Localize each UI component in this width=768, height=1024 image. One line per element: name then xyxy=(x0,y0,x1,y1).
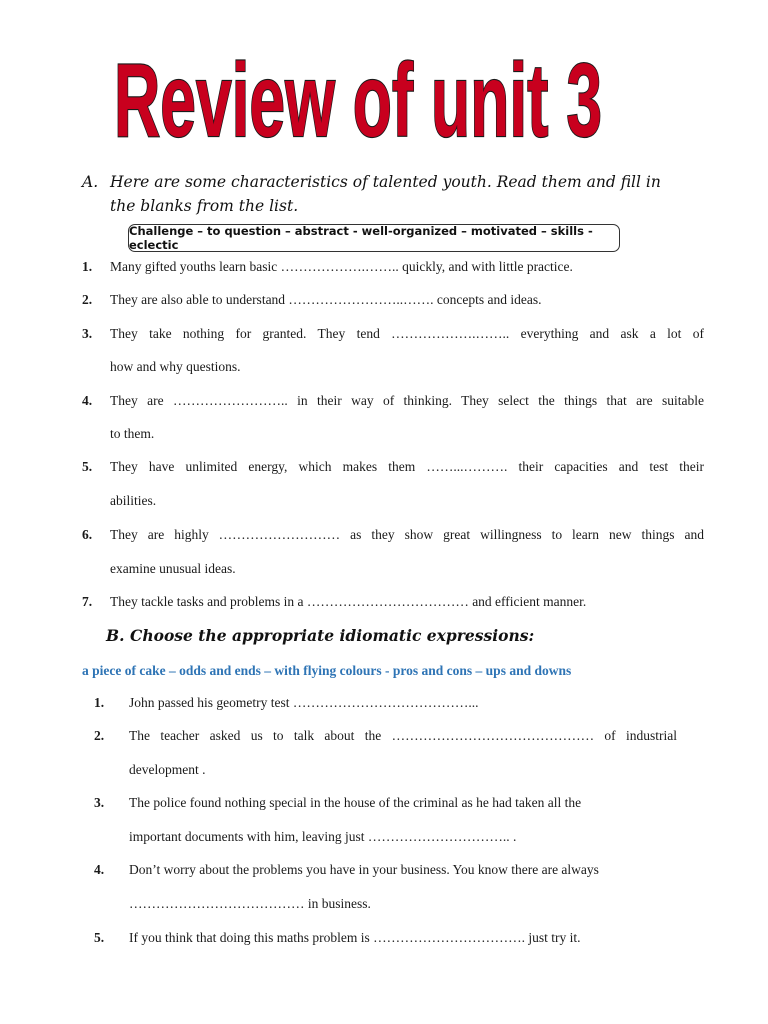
worksheet-title xyxy=(108,44,608,154)
item-number: 5. xyxy=(94,930,105,945)
item-number: 5. xyxy=(82,459,93,474)
section-b-heading xyxy=(106,626,534,645)
item-text: Don’t worry about the problems you have in your business. You know there are always xyxy=(129,862,599,877)
item-text-cont: abilities. xyxy=(110,493,157,508)
item-number: 2. xyxy=(94,728,105,743)
item-number: 1. xyxy=(94,695,105,710)
section-b-letter: B. xyxy=(106,626,125,645)
item-text: The teacher asked us to talk about the ……………………………………… of industrial xyxy=(129,728,677,743)
item-number: 2. xyxy=(82,292,93,307)
item-number: 1. xyxy=(82,259,93,274)
item-number: 4. xyxy=(94,862,105,877)
title-wordart xyxy=(108,44,608,154)
item-text: They take nothing for granted. They tend ……………….…….. everything and ask a lot of xyxy=(110,326,704,341)
word-list: Challenge – to question – abstract - well-organized – motivated – skills - eclectic xyxy=(129,224,593,252)
item-text: John passed his geometry test …………………………………... xyxy=(129,695,479,710)
item-number: 7. xyxy=(82,594,93,609)
item-text-cont: important documents with him, leaving just ………………………….. . xyxy=(129,829,517,844)
item-text: They are also able to understand ……………………..……. concepts and ideas. xyxy=(110,292,542,307)
item-text-cont: how and why questions. xyxy=(110,359,241,374)
item-text: They tackle tasks and problems in a ……………………………… and efficient manner. xyxy=(110,594,587,609)
item-text-cont: development . xyxy=(129,762,206,777)
section-b-title: Choose the appropriate idiomatic expressions: xyxy=(130,626,535,645)
item-number: 4. xyxy=(82,393,93,408)
item-text: The police found nothing special in the house of the criminal as he had taken all the xyxy=(129,795,582,810)
item-text: If you think that doing this maths problem is ……………………………. just try it. xyxy=(129,930,581,945)
section-a-line1: Here are some characteristics of talented youth. Read them and fill in xyxy=(110,173,661,191)
section-a-instruction xyxy=(82,170,722,218)
item-text: They are …………………….. in their way of thinking. They select the things that are suitable xyxy=(110,393,704,408)
idiom-list: a piece of cake – odds and ends – with flying colours - pros and cons – ups and downs xyxy=(82,663,572,678)
section-a-line2: the blanks from the list. xyxy=(110,197,299,215)
item-text-cont: ………………………………… in business. xyxy=(129,896,371,911)
item-text: They are highly ……………………… as they show great willingness to learn new things and xyxy=(110,527,704,542)
item-text: They have unlimited energy, which makes them ……...………. their capacities and test their xyxy=(110,459,704,474)
item-text: Many gifted youths learn basic ……………….…….. quickly, and with little practice. xyxy=(110,259,573,274)
title-text: Review of unit 3 xyxy=(114,44,602,154)
item-number: 6. xyxy=(82,527,93,542)
item-text-cont: examine unusual ideas. xyxy=(110,561,236,576)
item-text-cont: to them. xyxy=(110,426,155,441)
word-list-box xyxy=(128,224,620,252)
item-number: 3. xyxy=(82,326,93,341)
item-number: 3. xyxy=(94,795,105,810)
section-a-letter: A. xyxy=(82,173,99,191)
